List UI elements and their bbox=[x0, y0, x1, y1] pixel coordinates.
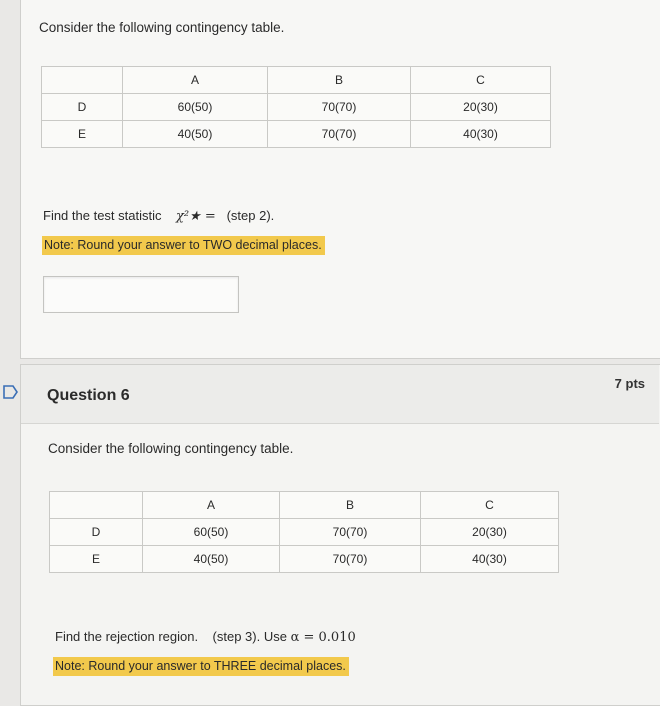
row-label-d: D bbox=[42, 94, 123, 121]
table-header-b: B bbox=[268, 67, 411, 94]
alpha-formula: α = 0.010 bbox=[290, 630, 356, 645]
question-points: 7 pts bbox=[614, 376, 645, 391]
test-statistic-answer-input[interactable] bbox=[43, 276, 239, 313]
table-cell: 70(70) bbox=[268, 94, 411, 121]
row-label-d: D bbox=[50, 519, 143, 546]
question-6-note: Note: Round your answer to THREE decimal places. bbox=[53, 657, 349, 676]
row-label-e: E bbox=[42, 121, 123, 148]
table-header-c: C bbox=[421, 492, 559, 519]
question-6-contingency-table bbox=[49, 491, 559, 573]
prompt-text: Find the test statistic bbox=[43, 208, 162, 223]
table-cell: 20(30) bbox=[421, 519, 559, 546]
table-header-row bbox=[50, 492, 559, 519]
table-cell: 60(50) bbox=[123, 94, 268, 121]
table-cell: 20(30) bbox=[411, 94, 551, 121]
step-text: (step 2). bbox=[226, 208, 275, 223]
table-cell: 60(50) bbox=[143, 519, 280, 546]
table-cell: 70(70) bbox=[268, 121, 411, 148]
table-header-c: C bbox=[411, 67, 551, 94]
question-5-intro: Consider the following contingency table. bbox=[39, 20, 285, 35]
table-cell: 40(30) bbox=[411, 121, 551, 148]
table-header-a: A bbox=[123, 67, 268, 94]
table-cell: 40(50) bbox=[123, 121, 268, 148]
row-label-e: E bbox=[50, 546, 143, 573]
step-text: (step 3). Use bbox=[212, 629, 287, 644]
table-row bbox=[42, 121, 551, 148]
question-6-header bbox=[21, 365, 659, 424]
table-header-row bbox=[42, 67, 551, 94]
flag-icon[interactable] bbox=[2, 383, 20, 401]
question-title: Question 6 bbox=[47, 387, 130, 404]
question-5-card bbox=[20, 0, 660, 359]
table-header-b: B bbox=[280, 492, 421, 519]
table-cell: 40(50) bbox=[143, 546, 280, 573]
table-header-a: A bbox=[143, 492, 280, 519]
table-row bbox=[50, 546, 559, 573]
prompt-text: Find the rejection region. bbox=[55, 629, 199, 644]
table-row bbox=[50, 519, 559, 546]
table-cell: 70(70) bbox=[280, 519, 421, 546]
chi-square-formula: χ²★ = bbox=[175, 209, 216, 224]
question-5-prompt bbox=[43, 208, 274, 224]
question-5-note: Note: Round your answer to TWO decimal places. bbox=[42, 236, 325, 255]
question-6-intro: Consider the following contingency table. bbox=[48, 441, 294, 456]
question-5-contingency-table bbox=[41, 66, 551, 148]
table-cell: 70(70) bbox=[280, 546, 421, 573]
table-corner-cell bbox=[42, 67, 123, 94]
question-6-prompt bbox=[55, 629, 356, 645]
table-row bbox=[42, 94, 551, 121]
table-corner-cell bbox=[50, 492, 143, 519]
table-cell: 40(30) bbox=[421, 546, 559, 573]
question-6-card bbox=[20, 364, 660, 706]
